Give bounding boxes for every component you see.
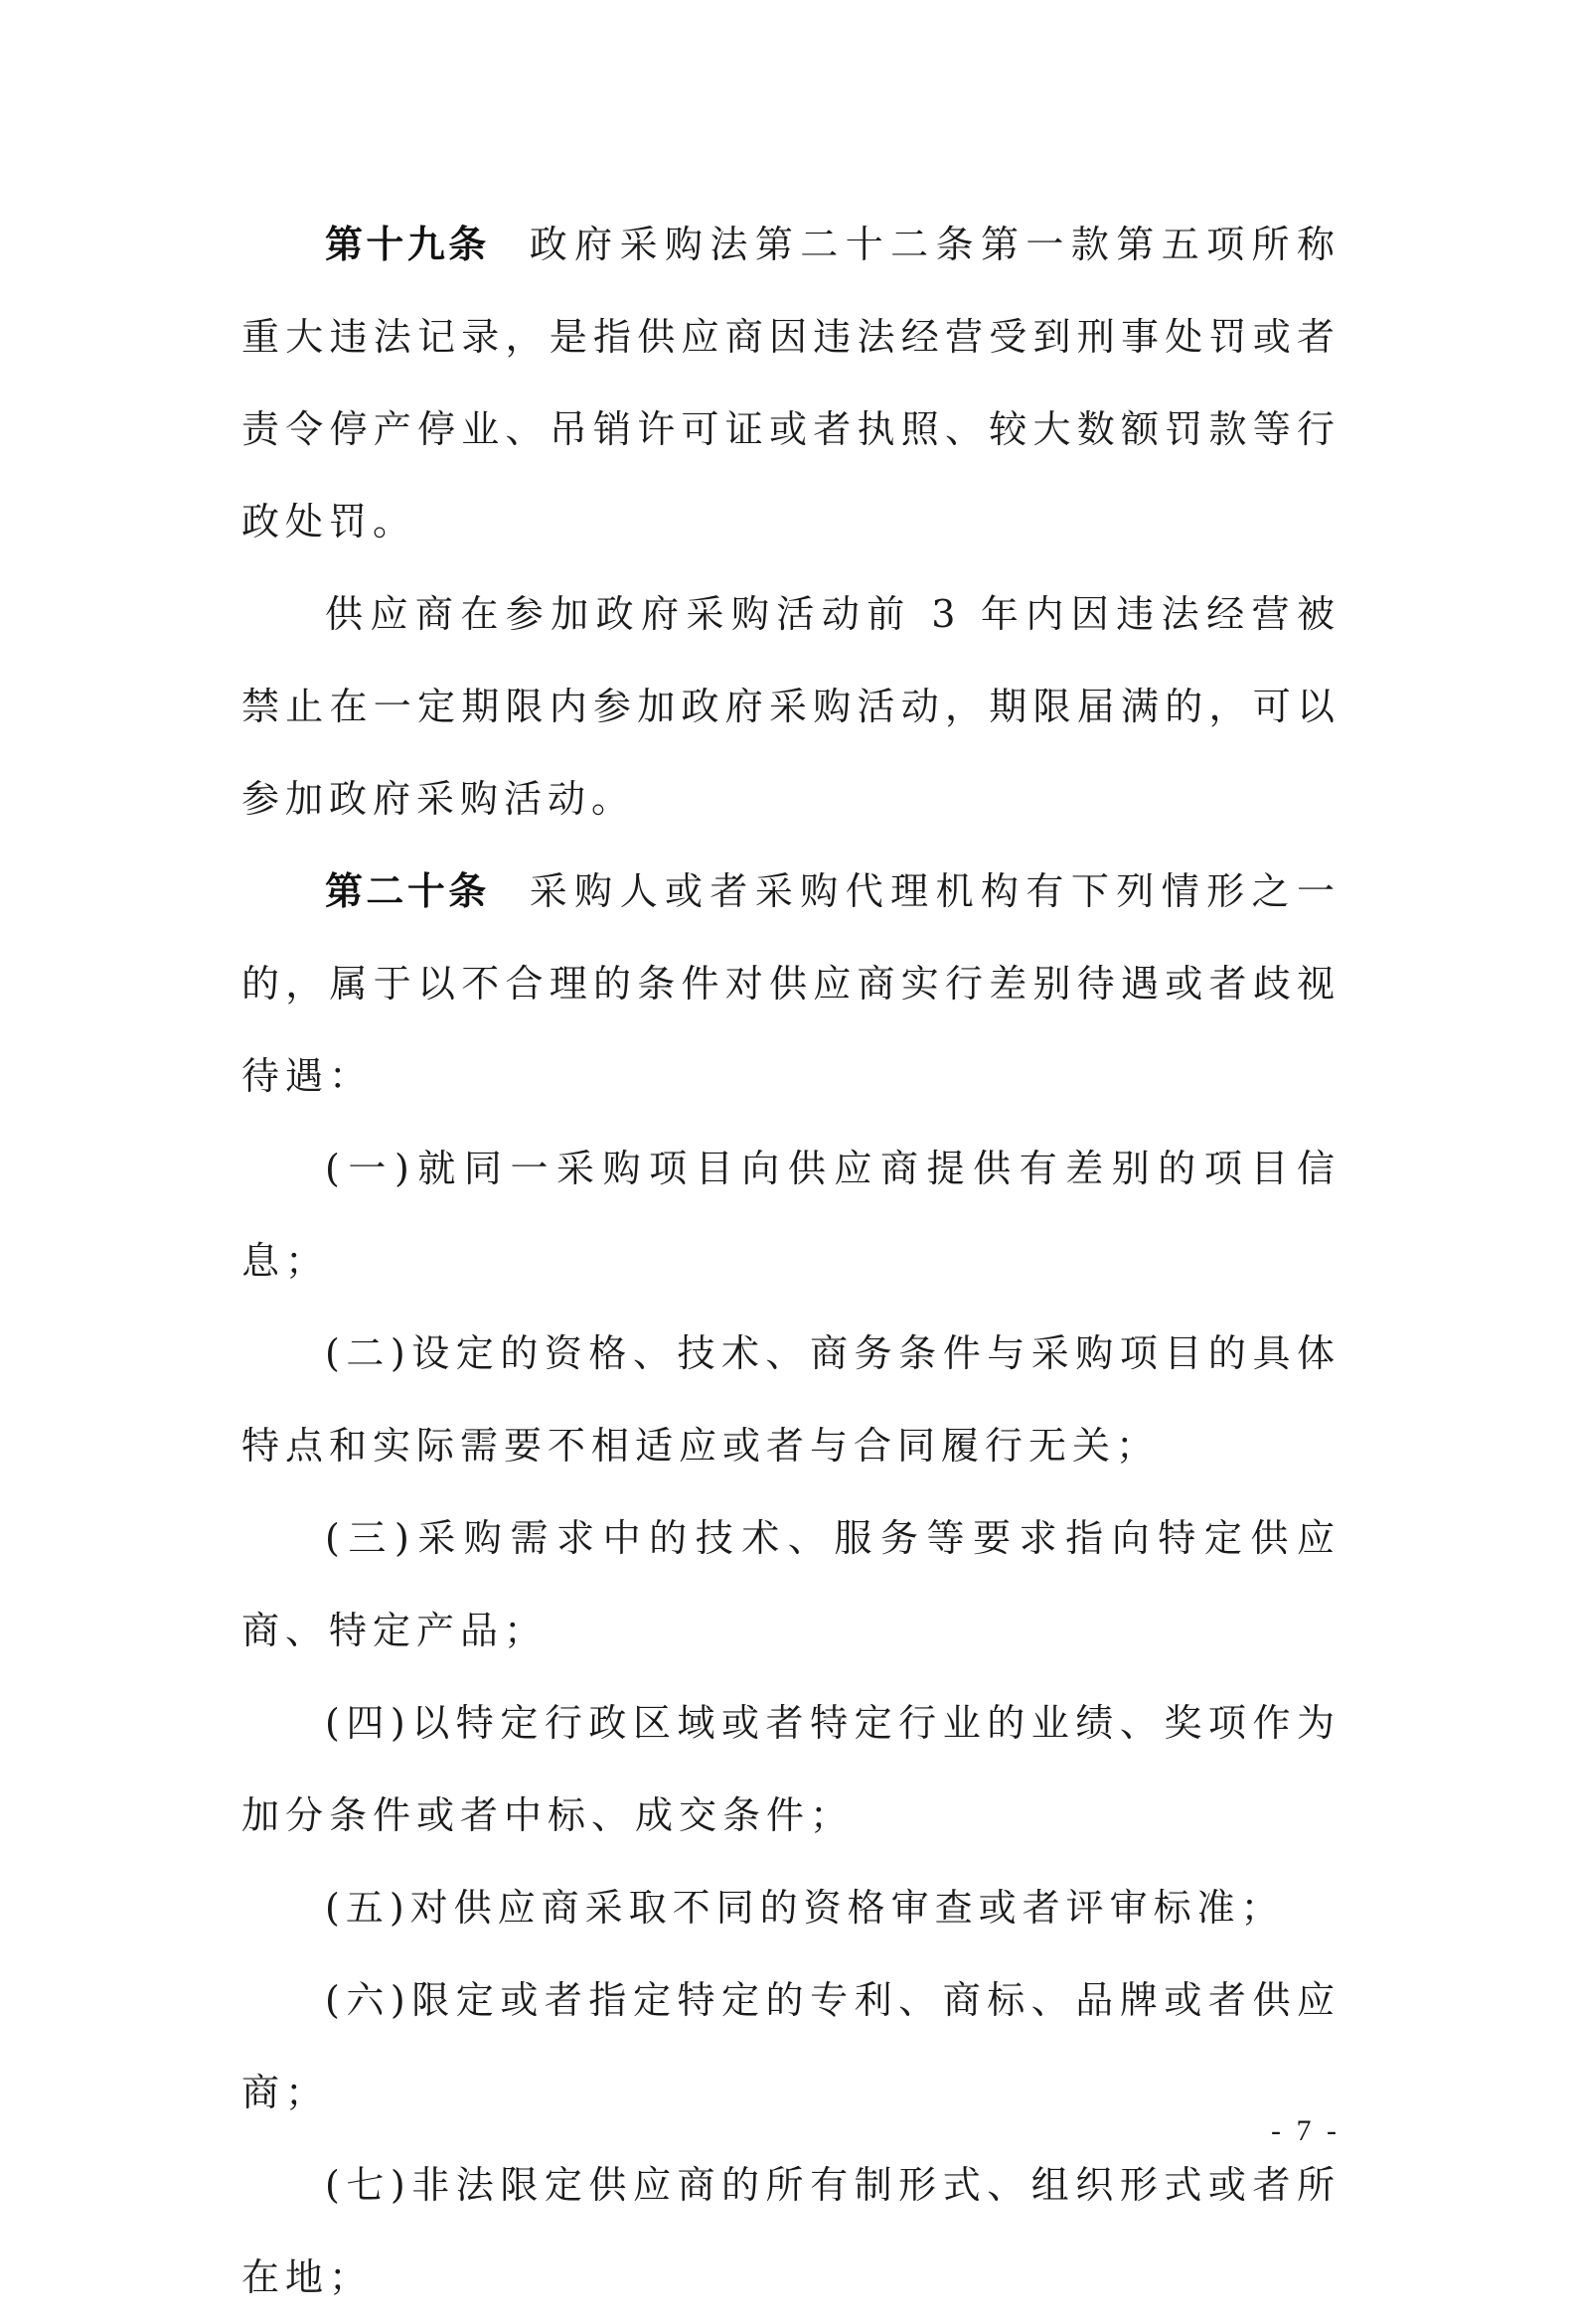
article-20-item-5: (五)对供应商采取不同的资格审查或者评审标准；	[325, 1886, 1285, 1930]
document-body	[241, 199, 1340, 2324]
article-20-item-1: (一)就同一采购项目向供应商提供有差别的项目信息；	[241, 1147, 1340, 1283]
article-20-text: 采购人或者采购代理机构有下列情形之一的，属于以不合理的条件对供应商实行差别待遇或者歧视待遇：	[241, 869, 1340, 1098]
article-19-paragraph-2: 供应商在参加政府采购活动前 3 年内因违法经营被禁止在一定期限内参加政府采购活动，期限届满的，可以参加政府采购活动。	[241, 592, 1340, 821]
article-19-paragraph	[241, 199, 1340, 568]
article-19-text: 政府采购法第二十二条第一款第五项所称重大违法记录，是指供应商因违法经营受到刑事处罚或者责令停产停业、吊销许可证或者执照、较大数额罚款等行政处罚。	[241, 223, 1340, 543]
article-20-paragraph	[241, 846, 1340, 1123]
article-19-heading: 第十九条	[325, 223, 490, 266]
article-20-item-7: (七)非法限定供应商的所有制形式、组织形式或者所在地；	[241, 2163, 1340, 2299]
article-20-item-6: (六)限定或者指定特定的专利、商标、品牌或者供应商；	[241, 1978, 1340, 2114]
article-20-item-4: (四)以特定行政区域或者特定行业的业绩、奖项作为加分条件或者中标、成交条件；	[241, 1701, 1340, 1837]
page-number: - 7 -	[1271, 2114, 1340, 2147]
article-20-heading: 第二十条	[325, 869, 490, 913]
article-20-item-3: (三)采购需求中的技术、服务等要求指向特定供应商、特定产品；	[241, 1516, 1340, 1652]
article-20-item-2: (二)设定的资格、技术、商务条件与采购项目的具体特点和实际需要不相适应或者与合同履行无关；	[241, 1331, 1340, 1468]
